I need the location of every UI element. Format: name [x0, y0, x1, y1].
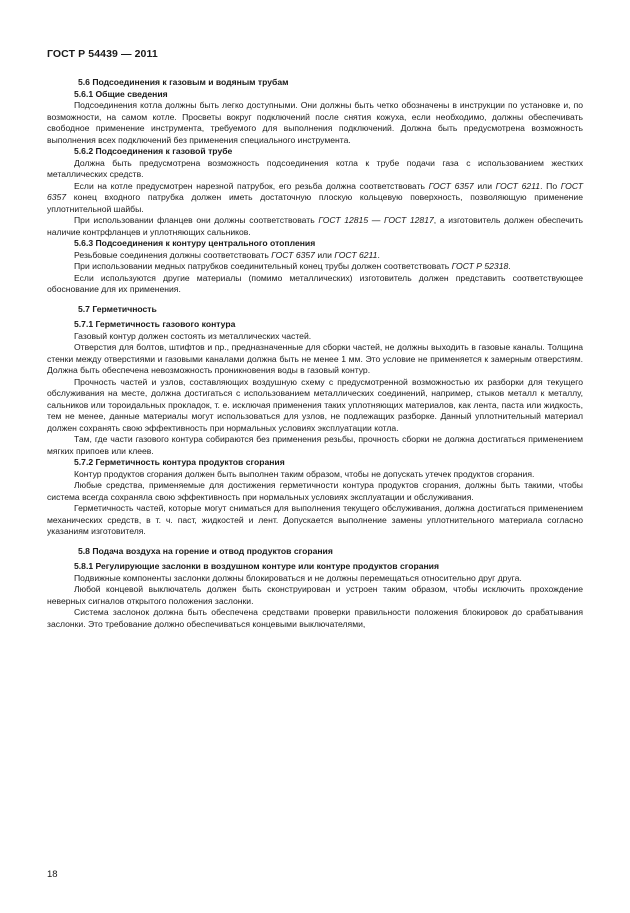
section-heading: 5.6.2 Подсоединения к газовой трубе — [74, 146, 233, 156]
body-paragraph: Подсоединения котла должны быть легко доступными. Они должны быть четко обозначены в инструкции по установке и, по возможности, на самом котле. Просветы вокруг подключений после снятия кожуха, если необходимо, должны обеспечивать свободное применение инструмента, требуемого для выполнения подключений. Должна быть предусмотрена возможность выполнения всех подключений без применения специального инструмента. — [47, 100, 583, 145]
body-paragraph: Газовый контур должен состоять из металлических частей. — [74, 330, 312, 341]
section-heading: 5.6.3 Подсоединения к контуру центрального отопления — [74, 238, 316, 248]
section-heading: 5.7 Герметичность — [78, 303, 157, 314]
body-paragraph: Там, где части газового контура собираются без применения резьбы, прочность сборки не должна достигаться применением мягких припоев или клеев. — [47, 434, 583, 456]
section-heading: 5.6.1 Общие сведения — [74, 88, 168, 99]
body-paragraph: Если на котле предусмотрен нарезной патрубок, его резьба должна соответствовать ГОСТ 6357 или ГОСТ 6211. По ГОСТ 6357 конец входного патрубка должен иметь достаточную плоскую кольцевую поверхность, позволяющую применение уплотнительной шайбы. — [47, 180, 584, 214]
body-paragraph: Должна быть предусмотрена возможность подсоединения котла к трубе подачи газа с использованием жестких металлических средств. — [47, 157, 583, 179]
document-body — [47, 77, 583, 630]
body-paragraph: При использовании медных патрубков соединительный конец трубы должен соответствовать ГОСТ Р 52318. — [74, 261, 511, 271]
body-paragraph: Подвижные компоненты заслонки должны блокироваться и не должны перемещаться относительно друг друга. — [74, 572, 522, 583]
body-paragraph: Прочность частей и узлов, составляющих воздушную схему с предусмотренной возможностью их разборки для текущего обслуживания на месте, должна достигаться с использованием металлических соединений, например, стыков металл к металлу, сальников или тороидальных прокладок, т. е. исключая применения таких уплотняющих материалов, как лента, паста или жидкость, тем не менее, данные материалы могут использоваться для узлов, не подлежащих разборке. Данный уплотнительный материал должен сохранять свою эффективность при нормальных условиях эксплуатации котла. — [47, 376, 583, 433]
page-number: 18 — [47, 869, 58, 880]
section-heading: 5.8 Подача воздуха на горение и отвод продуктов сгорания — [78, 545, 333, 556]
body-paragraph: При использовании фланцев они должны соответствовать ГОСТ 12815 — ГОСТ 12817, а изготовитель должен обеспечить наличие контрфланцев и уплотняющих сальников. — [47, 215, 584, 237]
section-heading: 5.8.1 Регулирующие заслонки в воздушном контуре или контуре продуктов сгорания — [74, 561, 439, 571]
section-heading: 5.6 Подсоединения к газовым и водяным трубам — [78, 77, 289, 87]
section-heading: 5.7.1 Герметичность газового контура — [74, 319, 236, 329]
body-paragraph: Герметичность частей, которые могут сниматься для выполнения текущего обслуживания, должна достигаться применением механических средств, в т. ч. паст, жидкостей и лент. Допускается выполнение замены уплотнительного материала согласно указаниям изготовителя. — [47, 503, 583, 536]
body-paragraph: Если используются другие материалы (помимо металлических) изготовитель должен представить соответствующее обоснование для их применения. — [47, 272, 583, 294]
body-paragraph: Отверстия для болтов, штифтов и пр., предназначенные для сборки частей, не должны выходить в газовые каналы. Толщина стенки между отверстиями и газовыми каналами должна быть не менее 1 мм. Это условие не применяется к замерным отверстиям. Должна быть обеспечена невозможность проникновения воды в газовый контур. — [47, 342, 583, 375]
body-paragraph: Контур продуктов сгорания должен быть выполнен таким образом, чтобы не допускать утечек продуктов сгорания. — [74, 468, 535, 479]
document-id-header: ГОСТ Р 54439 — 2011 — [47, 48, 158, 60]
body-paragraph: Любой концевой выключатель должен быть сконструирован и устроен таким образом, чтобы исключить прохождение неверных сигналов открытого положения заслонки. — [47, 584, 583, 606]
body-paragraph: Резьбовые соединения должны соответствовать ГОСТ 6357 или ГОСТ 6211. — [74, 249, 380, 260]
section-heading: 5.7.2 Герметичность контура продуктов сгорания — [74, 457, 285, 467]
body-paragraph: Любые средства, применяемые для достижения герметичности контура продуктов сгорания, должны быть такими, чтобы система всегда сохраняла свою эффективность при нормальных условиях эксплуатации и обслуживания. — [47, 480, 583, 502]
body-paragraph: Система заслонок должна быть обеспечена средствами проверки правильности положения блокировок до срабатывания заслонки. Это требование должно обеспечиваться концевыми выключателями, — [47, 607, 583, 629]
